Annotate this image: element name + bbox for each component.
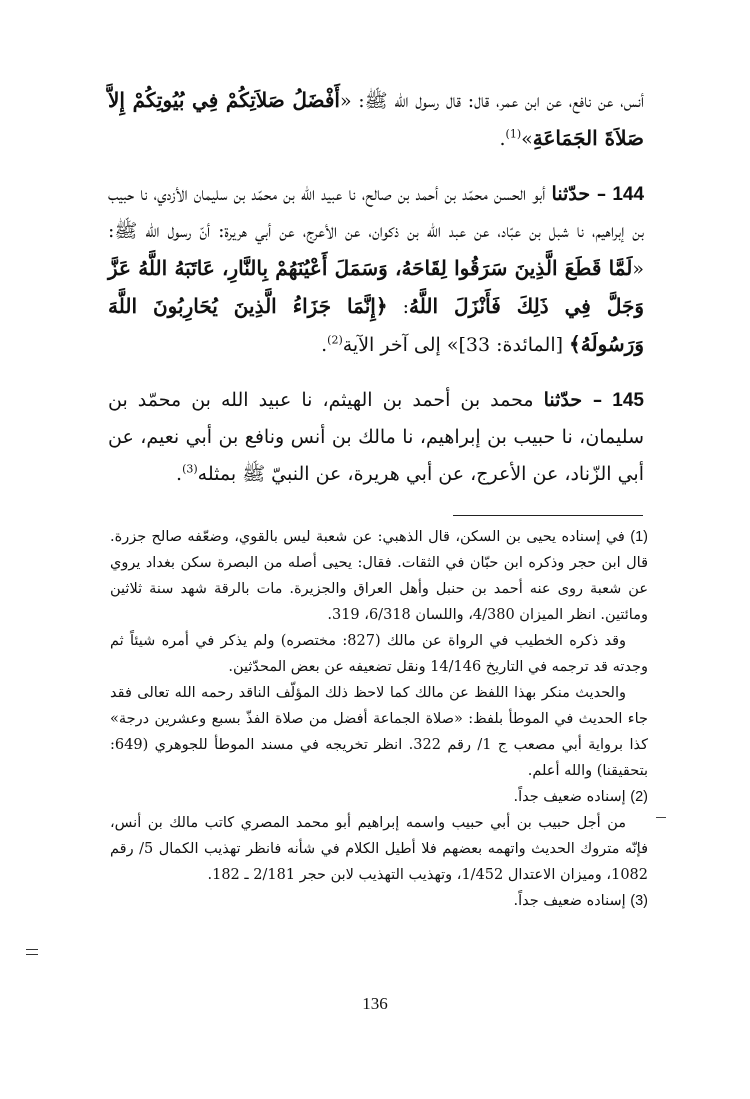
footnote-marker: (3) [630,893,648,909]
footnote-text: إسناده ضعيف جداً. [513,893,626,909]
footnote-text: إسناده ضعيف جداً. [513,789,626,805]
footnote-1-continued: وقد ذكره الخطيب في الرواة عن مالك (827: مختصره) ولم يذكر في أمره شيئاً ثم وجدته قد ترجمه في التاريخ 14/146 ونقل تضعيفه عن بعض المحدّثين. [110,633,648,675]
footnotes [110,524,648,914]
footnote-marker: (1) [630,529,648,545]
page-number: 136 [362,994,388,1013]
intro-text: أنس، عن نافع، عن ابن عمر، قال: قال رسول الله ﷺ: « [339,90,644,112]
quran-verse: ﴿إِنَّمَا جَزَاءُ الَّذِينَ يُحَارِبُونَ اللَّهَ وَرَسُولَهُ﴾ [108,294,644,356]
hadith-text: أَفْضَلُ صَلاَتِكُمْ فِي بُيُوتِكُمْ إِلاَّ صَلاَةَ الجَمَاعَةِ [108,88,644,150]
footnote-1-continued: والحديث منكر بهذا اللفظ عن مالك كما لاحظ ذلك المؤلّف الناقد رحمه الله تعالى فقد جاء الحديث في الموطأ بلفظ: «صلاة الجماعة أفضل من صلاة الفذّ بسبع وعشرين درجة» كذا برواية أبي مصعب ج 1/ رقم 322. انظر تخريجه في مسند الموطأ للجوهري (649: بتحقيقنا) والله أعلم. [110,685,648,779]
narration-lead: – حدّثنا [543,389,603,411]
hadith-number: 145 [612,390,644,411]
footnote-2 [110,784,648,810]
main-text [108,82,644,511]
footnote-ref-1[interactable]: (1) [505,127,522,141]
paragraph-continuation [108,82,644,158]
verse-reference: [المائدة: 33] [458,334,570,356]
isnad-chain: أبو الحسن محمّد بن أحمد بن صالح، نا عبيد الله بن محمّد بن سليمان الأزدي، نا حبيب بن إبراهيم، نا شبل بن عبّاد، عن عبد الله بن ذكوان، عن الأعرج، عن أبي هريرة: أنّ رسول الله ﷺ: « [108,183,644,280]
isnad-chain: محمد بن أحمد بن الهيثم، نا عبيد الله بن محمّد بن سليمان، نا حبيب بن إبراهيم، نا مالك بن أنس ونافع بن أبي نعيم، عن أبي الزّناد، عن الأعرج، عن أبي هريرة، عن النبيّ ﷺ بمثله [108,389,644,485]
hadith-text: لَمَّا قَطَعَ الَّذِينَ سَرَقُوا لِقَاحَهُ، وَسَمَلَ أَعْيُنَهُمْ بِالنَّارِ، عَاتَبَهُ اللَّهُ عَزَّ وَجَلَّ فِي ذَلِكَ فَأَنْزَلَ اللَّهُ [108,256,644,318]
colon: : [387,296,410,318]
period: . [176,463,183,485]
quote-close: » [521,128,533,150]
hadith-145 [108,382,644,493]
period: . [321,334,328,356]
footnote-3 [110,888,648,914]
footnote-text: في إسناده يحيى بن السكن، قال الذهبي: عن شعبة ليس بالقوي، وضعّفه صالح جزرة. قال ابن حجر وذكره ابن حبّان في الثقات. فقال: يحيى أصله من البصرة سكن بغداد يروي عن شعبة روى عنه أحمد بن حنبل وأهل العراق والجزيرة. مات بالرقة شهد سنة ثلاثين ومائتين. انظر الميزان 4/380، واللسان 6/318، 319. [110,529,648,623]
hadith-144 [108,176,644,364]
margin-equals-mark [26,949,38,955]
footnote-divider [453,515,643,516]
hadith-number: 144 [612,184,645,205]
margin-tick-mark [656,817,666,818]
footnote-ref-2[interactable]: (2) [327,333,343,347]
period: . [499,128,506,150]
footnote-marker: (2) [630,789,648,805]
narration-lead: – حدّثنا [551,183,607,205]
hadith-tail: » إلى آخر الآية [342,334,459,356]
footnote-ref-3[interactable]: (3) [182,462,198,476]
footnote-2-continued: من أجل حبيب بن أبي حبيب واسمه إبراهيم أبو محمد المصري كاتب مالك بن أنس، فإنّه متروك الحديث واتهمه بعضهم فلا أطيل الكلام في شأنه فانظر تهذيب الكمال 5/ رقم 1082، وميزان الاعتدال 1/452، وتهذيب التهذيب لابن حجر 2/181 ـ 182. [110,815,649,883]
footnote-1 [110,524,648,628]
